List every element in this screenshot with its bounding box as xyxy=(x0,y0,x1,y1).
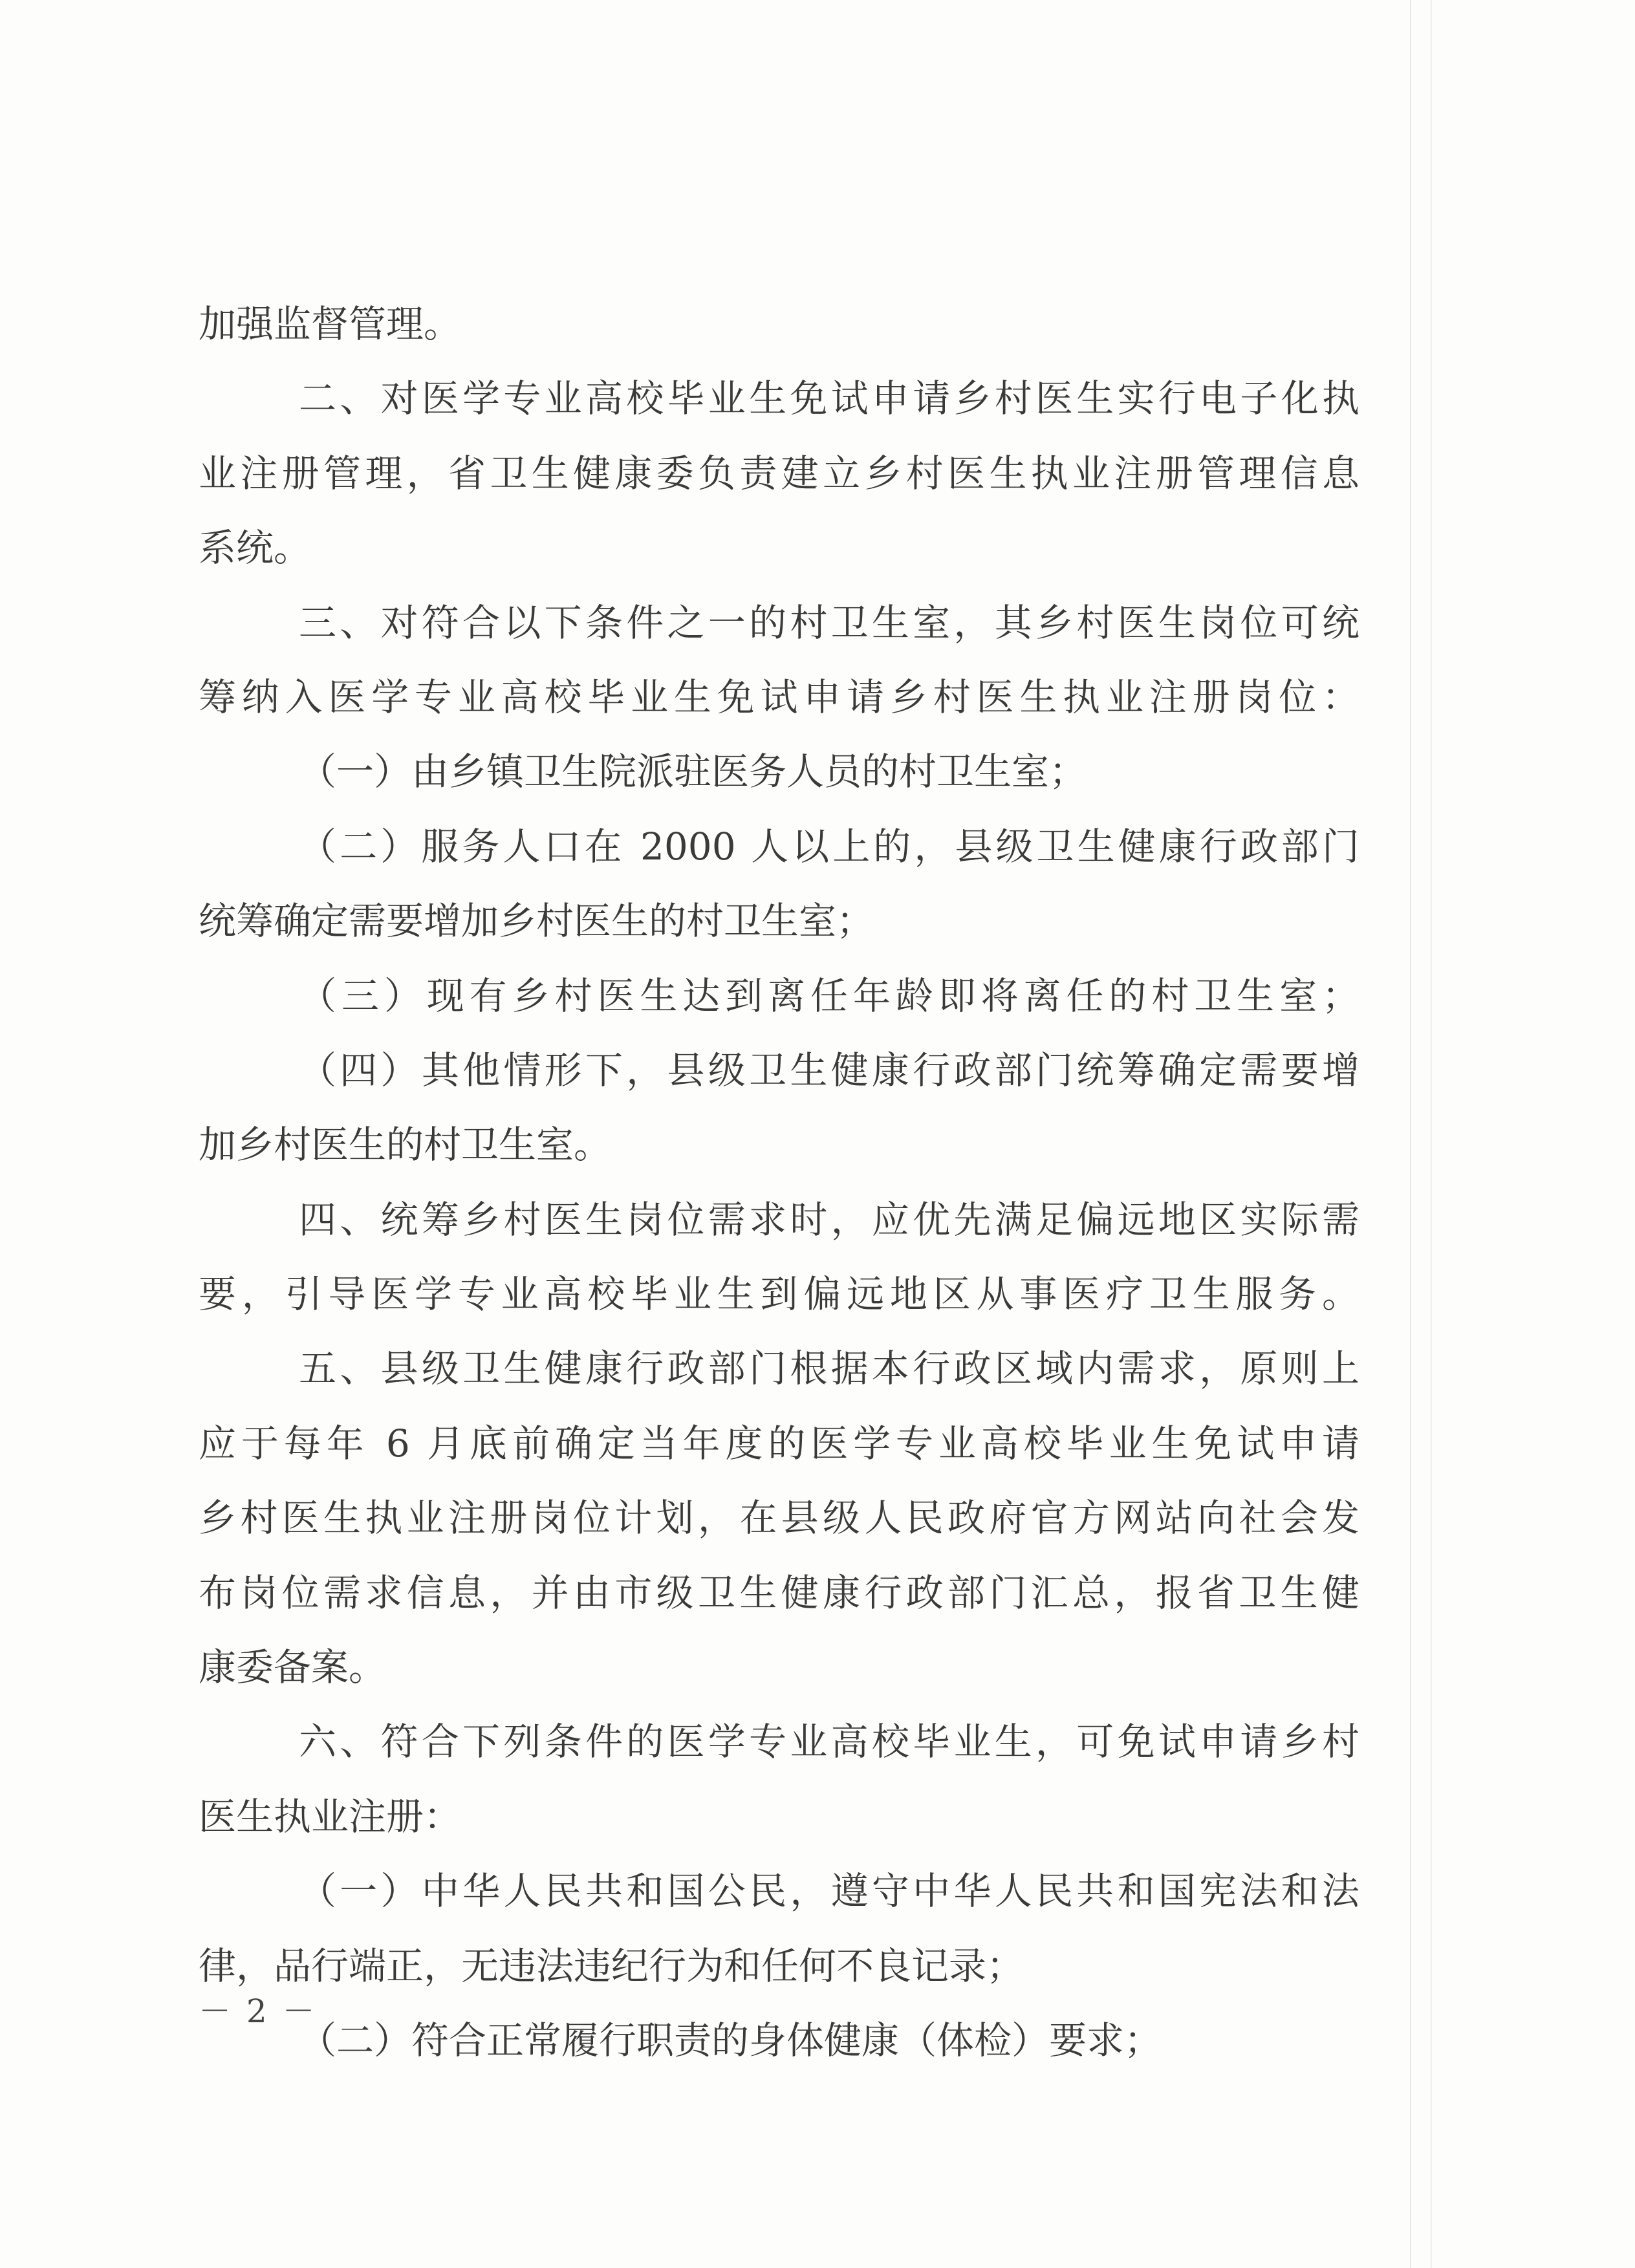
text-line: 乡村医生执业注册岗位计划，在县级人民政府官方网站向社会发 xyxy=(199,1496,1359,1540)
text-line: 医生执业注册： xyxy=(199,1794,462,1839)
text-line: 统筹确定需要增加乡村医生的村卫生室； xyxy=(199,899,874,944)
text-line: 加乡村医生的村卫生室。 xyxy=(199,1123,612,1167)
text-line: （四）其他情形下，县级卫生健康行政部门统筹确定需要增 xyxy=(299,1048,1359,1092)
text-line: 布岗位需求信息，并由市级卫生健康行政部门汇总，报省卫生健 xyxy=(199,1570,1359,1615)
text-line: 康委备案。 xyxy=(199,1645,387,1690)
text-line: （二）符合正常履行职责的身体健康（体检）要求； xyxy=(299,2018,1162,2062)
text-line: 三、对符合以下条件之一的村卫生室，其乡村医生岗位可统 xyxy=(299,600,1359,645)
text-line: 六、符合下列条件的医学专业高校毕业生，可免试申请乡村 xyxy=(299,1720,1359,1764)
text-line: 筹纳入医学专业高校毕业生免试申请乡村医生执业注册岗位： xyxy=(199,675,1359,719)
text-line: 加强监督管理。 xyxy=(199,302,462,346)
text-line: 四、统筹乡村医生岗位需求时，应优先满足偏远地区实际需 xyxy=(299,1197,1359,1242)
text-line: 要，引导医学专业高校毕业生到偏远地区从事医疗卫生服务。 xyxy=(199,1272,1359,1317)
page-number: － 2 － xyxy=(199,1993,318,2030)
text-line: 业注册管理，省卫生健康委负责建立乡村医生执业注册管理信息 xyxy=(199,451,1359,495)
text-line: （一）由乡镇卫生院派驻医务人员的村卫生室； xyxy=(299,750,1087,794)
text-line: （二）服务人口在 2000 人以上的，县级卫生健康行政部门 xyxy=(299,824,1359,869)
text-line: 律，品行端正，无违法违纪行为和任何不良记录； xyxy=(199,1943,1024,1988)
text-line: 应于每年 6 月底前确定当年度的医学专业高校毕业生免试申请 xyxy=(199,1421,1359,1465)
text-line: 系统。 xyxy=(199,526,312,570)
text-line: （一）中华人民共和国公民，遵守中华人民共和国宪法和法 xyxy=(299,1869,1359,1914)
text-line: 二、对医学专业高校毕业生免试申请乡村医生实行电子化执 xyxy=(299,376,1359,421)
text-line: （三）现有乡村医生达到离任年龄即将离任的村卫生室； xyxy=(299,973,1359,1018)
scan-edge-line xyxy=(1410,0,1411,2268)
text-line: 五、县级卫生健康行政部门根据本行政区域内需求，原则上 xyxy=(299,1346,1359,1391)
scan-edge-line xyxy=(1431,0,1432,2268)
document-body xyxy=(199,287,1359,2078)
